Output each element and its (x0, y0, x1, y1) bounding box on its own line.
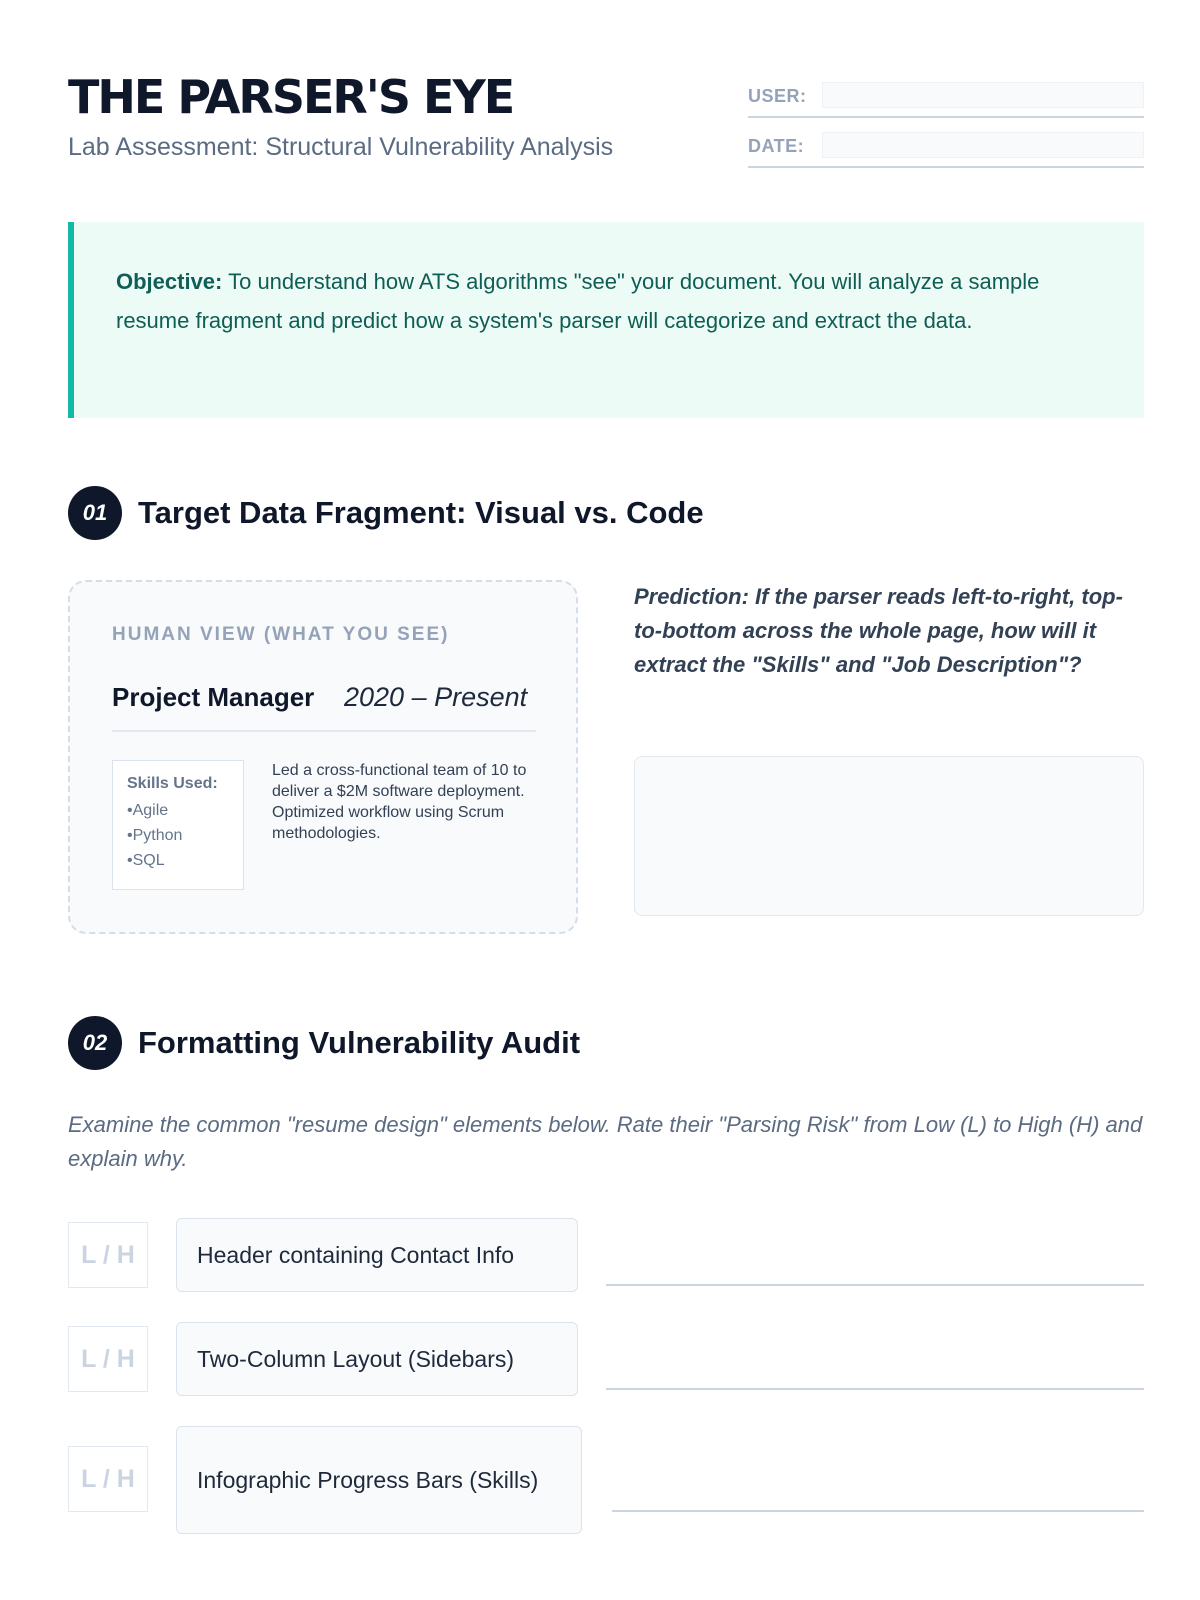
prediction-question: Prediction: If the parser reads left-to-right, top-to-bottom across the whole page, how will it extract the "Skills" and "Job Description"? (634, 584, 1123, 677)
date-field[interactable] (822, 132, 1144, 158)
risk-rating-box[interactable]: L / H (68, 1222, 148, 1288)
date-label: DATE: (748, 136, 805, 156)
section-2-title: Formatting Vulnerability Audit (138, 1025, 581, 1060)
job-description: Led a cross-functional team of 10 to deliver a $2M software deployment. Optimized workflow using Scrum methodologies. (272, 762, 527, 842)
section-2-header (68, 1016, 580, 1070)
skill-item: • SQL (127, 848, 243, 873)
risk-rating-box[interactable]: L / H (68, 1446, 148, 1512)
job-role: Project Manager (112, 682, 315, 712)
section-1-number: 01 (68, 486, 122, 540)
human-view-label: HUMAN VIEW (WHAT YOU SEE) (112, 624, 450, 645)
date-row (748, 132, 1144, 168)
skills-list (127, 798, 243, 873)
objective-text: To understand how ATS algorithms "see" your document. You will analyze a sample resume fragment and predict how a system's parser will categorize and extract the data. (116, 269, 1040, 333)
section-1-title: Target Data Fragment: Visual vs. Code (138, 495, 704, 530)
human-view-card (68, 580, 578, 934)
page-title: THE PARSER'S EYE (68, 70, 514, 124)
audit-instructions: Examine the common "resume design" elements below. Rate their "Parsing Risk" from Low (L) to High (H) and explain why. (68, 1112, 1143, 1171)
section-1-header (68, 486, 704, 540)
skill-item: • Agile (127, 798, 243, 823)
objective-callout (68, 222, 1144, 418)
user-label: USER: (748, 86, 807, 106)
skill-item: • Python (127, 823, 243, 848)
divider (112, 730, 536, 732)
skills-title: Skills Used: (127, 775, 218, 792)
skills-sidebar (112, 760, 244, 890)
section-2-number: 02 (68, 1016, 122, 1070)
answer-line[interactable] (606, 1388, 1144, 1390)
job-dates: 2020 – Present (344, 682, 528, 712)
audit-item: Infographic Progress Bars (Skills) (176, 1426, 582, 1534)
user-field[interactable] (822, 82, 1144, 108)
audit-item: Two-Column Layout (Sidebars) (176, 1322, 578, 1396)
user-row (748, 82, 1144, 118)
audit-item: Header containing Contact Info (176, 1218, 578, 1292)
page-subtitle: Lab Assessment: Structural Vulnerability Analysis (68, 133, 614, 161)
risk-rating-box[interactable]: L / H (68, 1326, 148, 1392)
answer-line[interactable] (612, 1510, 1144, 1512)
prediction-answer-box[interactable] (634, 756, 1144, 916)
answer-line[interactable] (606, 1284, 1144, 1286)
objective-label: Objective: (116, 269, 223, 294)
